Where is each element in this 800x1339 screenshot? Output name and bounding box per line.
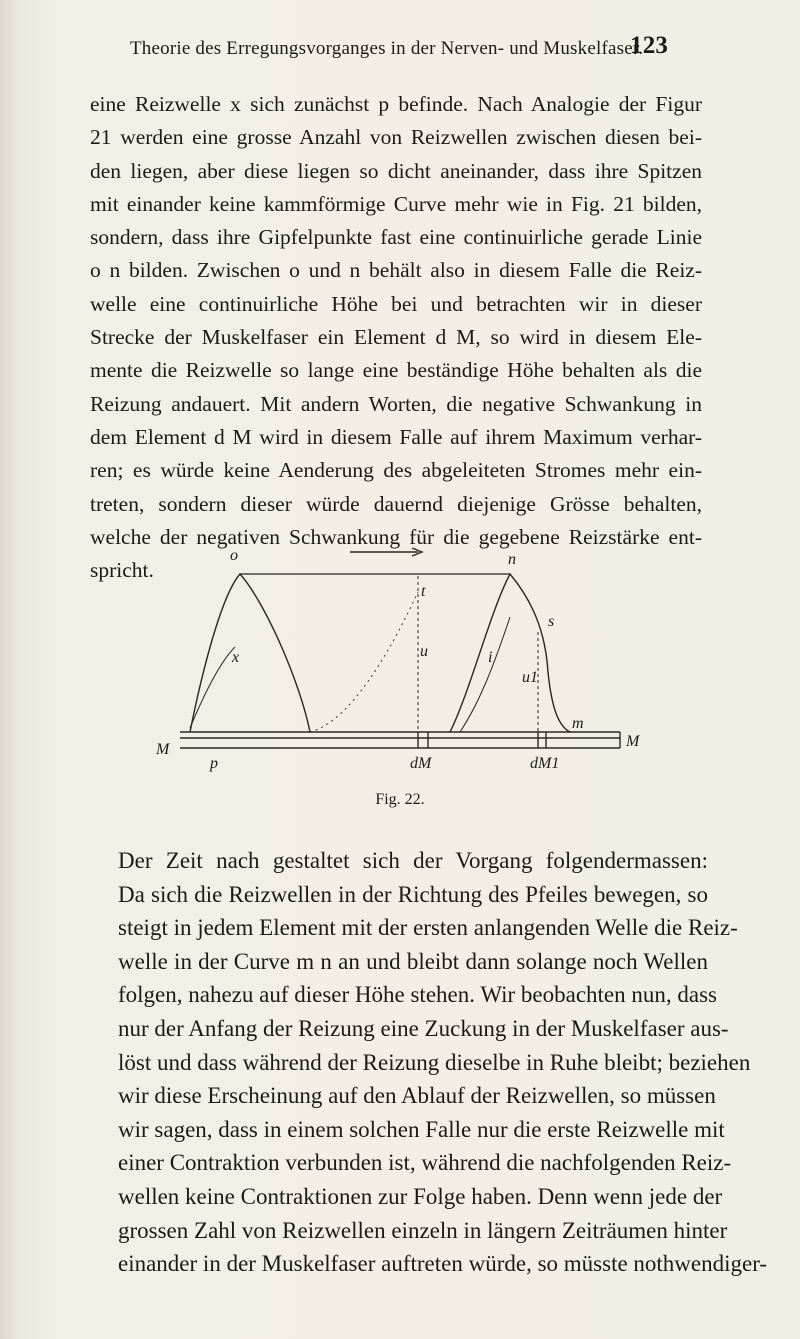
- text-line: mit einander keine kammförmige Curve mehr wie in Fig. 21 bilden,: [90, 191, 702, 216]
- text-line: treten, sondern dieser würde dauernd diejenige Grösse behalten,: [90, 491, 702, 516]
- running-title: Theorie des Erregungsvorganges in der Nerven- und Muskelfaser.: [130, 38, 644, 59]
- label-u1: u1: [522, 669, 538, 686]
- text-line: wir diese Erscheinung auf den Ablauf der Reizwellen, so müssen: [118, 1083, 716, 1109]
- label-n: n: [508, 551, 516, 568]
- text-line: eine Reizwelle x sich zunächst p befinde. Nach Analogie der Figur: [90, 92, 702, 116]
- text-line: Da sich die Reizwellen in der Richtung des Pfeiles bewegen, so: [118, 881, 708, 907]
- reizwelle-right-curve: [450, 574, 570, 732]
- reizwelle-right-inner-curve: [460, 617, 510, 732]
- text-line: spricht.: [90, 558, 154, 583]
- reizwelle-x-curve: [190, 574, 310, 732]
- label-M-right: M: [626, 733, 640, 750]
- text-line: steigt in jedem Element mit der ersten anlangenden Welle die Reiz-: [118, 915, 738, 941]
- text-line: mente die Reizwelle so lange eine beständige Höhe behalten als die: [90, 358, 702, 383]
- label-t: t: [421, 583, 426, 600]
- text-line: löst und dass während der Reizung dieselbe in Ruhe bleibt; beziehen: [118, 1049, 751, 1075]
- figure-caption: Fig. 22.: [375, 791, 425, 808]
- text-line: einander in der Muskelfaser auftreten würde, so müsste nothwendiger-: [118, 1251, 768, 1277]
- paragraph-2: [80, 844, 768, 1281]
- text-line: wellen keine Contraktionen zur Folge haben. Denn wenn jede der: [118, 1183, 723, 1209]
- label-m: m: [572, 715, 584, 732]
- running-header: [130, 32, 710, 60]
- label-p: p: [210, 755, 218, 772]
- dashed-curve: [310, 592, 418, 732]
- label-dM: dM: [410, 755, 432, 772]
- text-line: o n bilden. Zwischen o und n behält also in diesem Falle die Reiz-: [90, 258, 702, 283]
- page-number: 123: [630, 32, 669, 59]
- paragraph-1: [90, 88, 702, 587]
- label-dM1: dM1: [530, 755, 560, 772]
- label-s: s: [548, 613, 555, 630]
- text-line: welle eine continuirliche Höhe bei und betrachten wir in dieser: [90, 291, 702, 316]
- text-line: einer Contraktion verbunden ist, während die nachfolgenden Reiz-: [118, 1150, 732, 1176]
- text-line: folgen, nahezu auf dieser Höhe stehen. Wir beobachten nun, dass: [118, 982, 717, 1008]
- text-line: Reizung andauert. Mit andern Worten, die negative Schwankung in: [90, 391, 702, 416]
- label-o: o: [230, 547, 238, 564]
- text-line: welle in der Curve m n an und bleibt dann solange noch Wellen: [118, 948, 708, 974]
- text-line: wir sagen, dass in einem solchen Falle nur die erste Reizwelle mit: [118, 1116, 725, 1142]
- label-x: x: [232, 649, 240, 666]
- reizwelle-inner-curve: [190, 647, 235, 728]
- text-line: dem Element d M wird in diesem Falle auf ihrem Maximum verhar-: [90, 424, 702, 449]
- text-line: nur der Anfang der Reizung eine Zuckung in der Muskelfaser aus-: [118, 1015, 729, 1041]
- text-line: Der Zeit nach gestaltet sich der Vorgang folgendermassen:: [118, 848, 708, 873]
- text-line: den liegen, aber diese liegen so dicht aneinander, dass ihre Spitzen: [90, 158, 702, 183]
- label-u: u: [420, 643, 428, 660]
- text-line: grossen Zahl von Reizwellen einzeln in längern Zeiträumen hinter: [118, 1217, 728, 1243]
- label-M-left: M: [156, 741, 170, 758]
- figure-22-diagram: [150, 532, 710, 782]
- text-line: ren; es würde keine Aenderung des abgeleiteten Stromes mehr ein-: [90, 458, 702, 483]
- label-i: i: [488, 649, 493, 666]
- text-line: welche der negativen Schwankung für die gegebene Reizstärke ent-: [90, 524, 702, 549]
- text-line: Strecke der Muskelfaser ein Element d M, so wird in diesem Ele-: [90, 325, 702, 350]
- text-line: 21 werden eine grosse Anzahl von Reizwellen zwischen diesen bei-: [90, 125, 702, 150]
- text-line: sondern, dass ihre Gipfelpunkte fast eine continuirliche gerade Linie: [90, 225, 702, 250]
